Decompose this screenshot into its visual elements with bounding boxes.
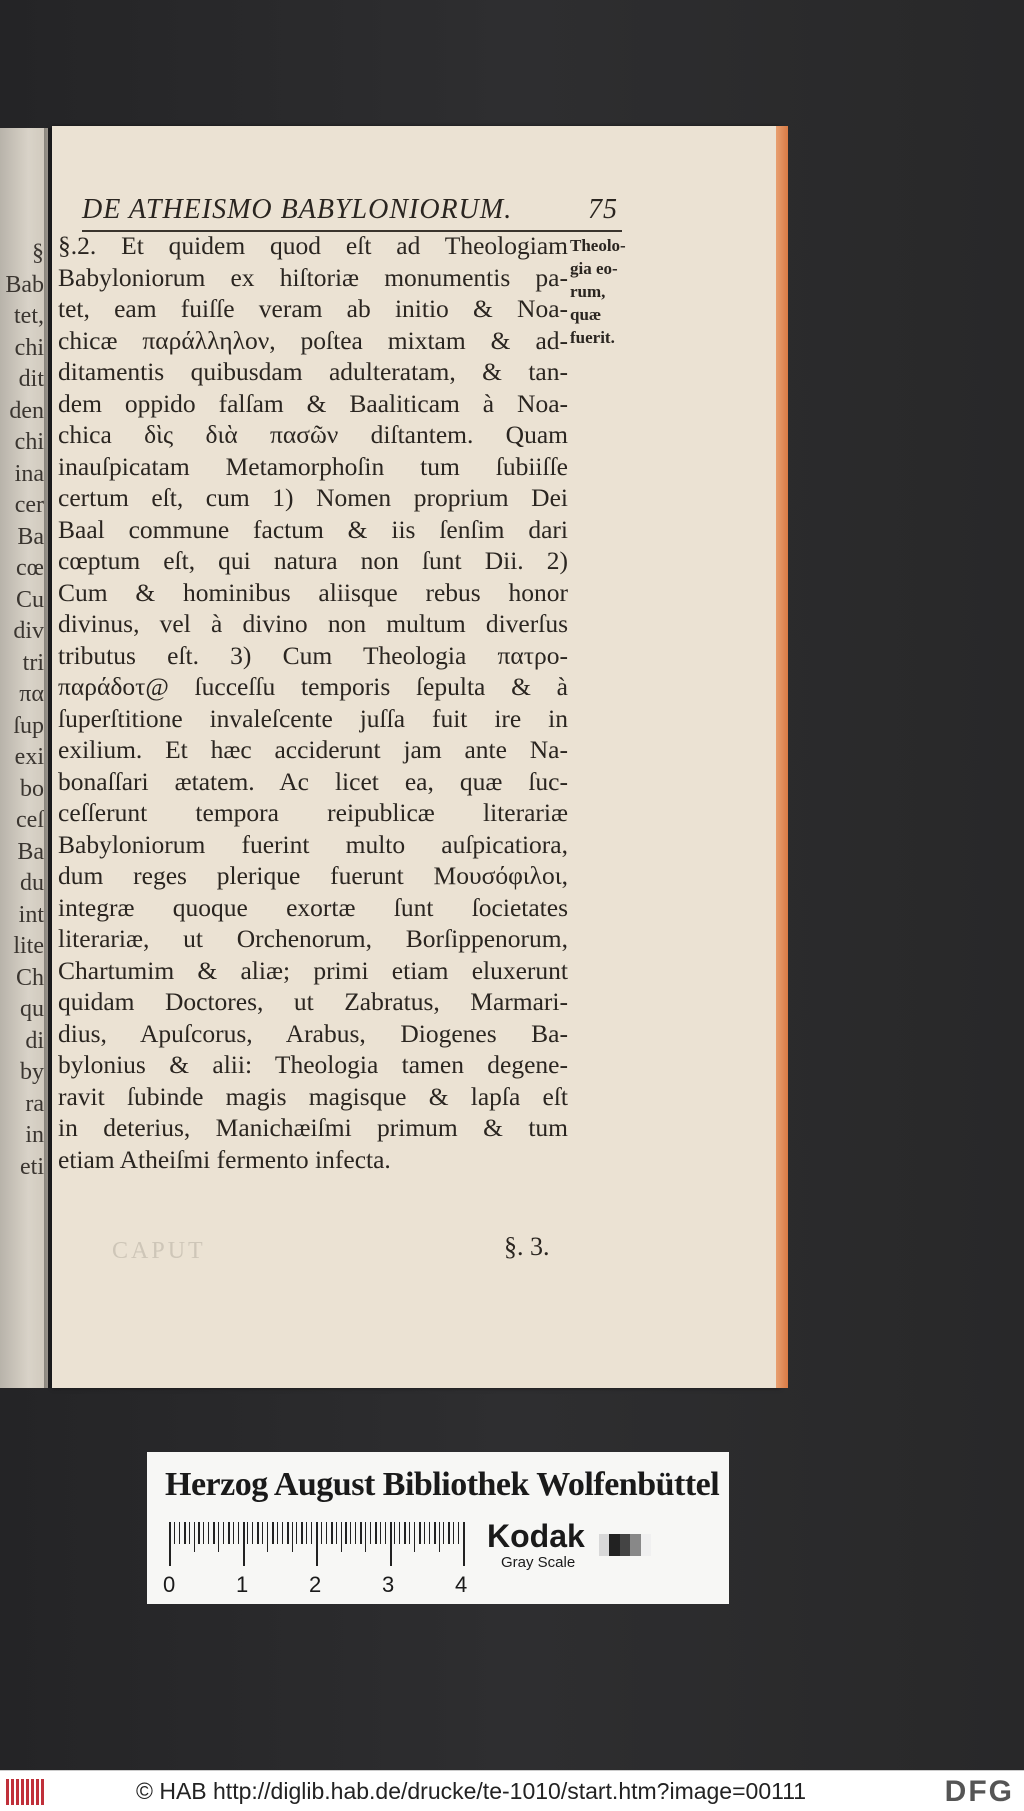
ruler-tick [345,1522,347,1544]
ruler-tick [203,1522,204,1544]
ruler-tick [252,1522,253,1544]
dfg-logo: DFG [944,1775,1014,1808]
facing-page-fragment: tet, [14,303,44,329]
ruler-label: 3 [382,1572,395,1597]
gray-patch [599,1534,609,1556]
barcode-icon [6,1779,46,1805]
text-line: Cum & hominibus aliisque rebus honor [58,577,568,607]
text-line: etiam Atheiſmi fermento infecta. [58,1144,391,1174]
facing-page-fragment: cer [14,492,44,518]
book-page [52,126,780,1388]
ruler-tick [385,1522,386,1544]
ruler-tick [321,1522,322,1544]
text-line: dem oppido falſam & Baaliticam à Noa- [58,388,568,418]
ruler-tick [228,1522,230,1544]
ruler-tick [419,1522,421,1544]
text-line: inauſpicatam Metamorphoſin tum ſubiiſſe [58,451,568,481]
ruler-tick [306,1522,307,1544]
marginal-note [570,234,640,349]
facing-page-fragment: πα [19,681,44,707]
body-text [58,230,568,1175]
facing-page-fragment: tri [22,649,44,676]
ruler-tick [257,1522,259,1544]
text-line: Babyloniorum fuerint multo auſpicatiora, [58,829,568,859]
ruler-tick [390,1522,392,1566]
text-line: cœptum eſt, qui natura non ſunt Dii. 2) [58,546,568,575]
facing-page-fragment: eti [20,1153,44,1180]
facing-page-fragment: dit [18,366,44,392]
ruler-tick [174,1522,175,1544]
ruler-tick [336,1522,337,1544]
marginal-line: rum, quæ [570,282,606,324]
ruler-tick [360,1522,362,1544]
ruler-tick [194,1522,195,1552]
ruler-tick [247,1522,248,1544]
ruler-tick [394,1522,395,1544]
ruler-tick [287,1522,289,1544]
facing-page-fragment: cœ [16,555,44,581]
ruler-tick [341,1522,342,1552]
facing-page-fragment: du [20,870,44,896]
copyright-url[interactable]: © HAB http://diglib.hab.de/drucke/te-1010/start.htm?image=00111 [136,1778,807,1804]
text-line: chica δὶς διὰ πασῶν diſtantem. Quam [58,420,568,449]
ruler-tick [311,1522,312,1544]
text-line: tributus eſt. 3) Cum Theologia πατρο- [58,640,568,670]
facing-page-fragment: bo [20,775,44,802]
facing-page-fragment: Ba [17,838,44,865]
facing-page-fragment: ra [25,1090,44,1117]
ruler-tick [370,1522,371,1544]
ruler-tick [331,1522,333,1544]
ruler-tick [316,1522,318,1566]
gray-patch [630,1534,640,1556]
facing-page-fragment: int [18,901,44,928]
ruler-tick [439,1522,440,1552]
text-line: tet, eam fuiſſe veram ab initio & Noa- [58,294,568,323]
text-line: Baal commune factum & iis ſenſim dari [58,514,568,544]
text-line: literariæ, ut Orchenorum, Borſippenorum, [58,924,568,953]
ruler-tick [399,1522,400,1544]
barcode-bar [31,1779,34,1805]
text-line: bylonius & alii: Theologia tamen degene- [58,1050,568,1079]
text-line: §.2. Et quidem quod eſt ad Theologiam [58,231,568,260]
page-edge-color [776,126,788,1388]
ruler-tick [424,1522,425,1544]
text-line: Babyloniorum ex hiſtoriæ monumentis pa- [58,262,568,292]
ruler-tick [301,1522,303,1544]
gray-patch [641,1534,651,1556]
facing-page-fragment: qu [20,996,44,1022]
color-calibration-card [147,1452,729,1604]
ruler-tick [277,1522,278,1544]
ruler-label: 0 [163,1572,176,1597]
ruler-tick [434,1522,436,1544]
facing-page-edge [0,128,48,1388]
barcode-bar [36,1779,39,1805]
ruler-tick [414,1522,415,1552]
catchword: §. 3. [504,1232,550,1261]
ruler-tick [184,1522,186,1544]
ruler-tick [453,1522,454,1544]
facing-page-fragment: di [25,1027,44,1054]
ruler [169,1522,469,1568]
ruler-tick [218,1522,219,1552]
ruler-tick [233,1522,234,1544]
kodak-logo: Kodak [487,1518,585,1554]
facing-page-fragment: den [9,397,44,424]
text-line: dius, Apuſcorus, Arabus, Diogenes Ba- [58,1018,568,1048]
footer-bar [0,1770,1024,1811]
text-line: exilium. Et hæc acciderunt jam ante Na- [58,735,568,764]
text-line: chicæ παράλληλον, poſtea mixtam & ad- [58,325,568,355]
ruler-tick [282,1522,283,1544]
barcode-bar [16,1779,19,1805]
text-line: ditamentis quibusdam adulteratam, & tan- [58,357,568,386]
ruler-tick [350,1522,351,1544]
ruler-label: 4 [455,1572,468,1597]
barcode-bar [41,1779,44,1805]
ruler-label: 2 [309,1572,322,1597]
facing-page-fragment: ina [14,460,44,487]
ruler-tick [458,1522,459,1544]
ruler-tick [355,1522,356,1544]
ruler-tick [243,1522,245,1566]
ruler-tick [169,1522,171,1566]
ruler-tick [463,1522,465,1566]
text-line: certum eſt, cum 1) Nomen proprium Dei [58,483,568,512]
barcode-bar [11,1779,14,1805]
facing-page-fragment: div [13,618,44,644]
text-line: quidam Doctores, ut Zabratus, Marmari- [58,987,568,1016]
ruler-tick [448,1522,450,1544]
ruler-tick [223,1522,224,1544]
facing-page-fragment: Ch [15,964,44,991]
ruler-tick [380,1522,381,1544]
ruler-tick [267,1522,268,1552]
text-line: ſuperſtitione invaleſcente juſſa fuit ire in [58,703,568,733]
text-line: in deterius, Manichæiſmi primum & tum [58,1113,568,1142]
facing-page-fragment: Cu [15,586,44,613]
running-head [82,194,622,232]
facing-page-fragment: Bab [5,271,44,298]
facing-page-fragment: chi [14,334,44,361]
ruler-tick [198,1522,200,1544]
facing-page-fragment: ceſ [16,807,44,833]
ruler-tick [375,1522,377,1544]
ruler-tick [262,1522,263,1544]
facing-page-fragment: exi [14,744,44,770]
marginal-line: Theolo- [570,236,626,255]
text-line: ceſſerunt tempora reipublicæ literariæ [58,798,568,827]
gray-scale-patches [599,1534,651,1556]
gray-patch [609,1534,619,1556]
ruler-tick [326,1522,327,1544]
marginal-line: gia eo- [570,259,618,278]
ruler-tick [429,1522,430,1544]
ruler-tick [296,1522,297,1544]
barcode-bar [21,1779,24,1805]
library-name: Herzog August Bibliothek Wolfenbüttel [165,1466,720,1503]
show-through-text: CAPUT [112,1238,206,1264]
ruler-label: 1 [236,1572,249,1597]
page-number: 75 [588,194,618,225]
facing-page-fragment: § [32,240,44,266]
ruler-tick [409,1522,410,1544]
ruler-tick [272,1522,274,1544]
ruler-tick [208,1522,209,1544]
barcode-bar [6,1779,9,1805]
facing-page-fragment: lite [13,933,44,959]
gray-patch [620,1534,630,1556]
ruler-tick [365,1522,366,1552]
ruler-tick [213,1522,215,1544]
facing-page-fragment: in [25,1122,44,1148]
facing-page-fragment: by [20,1059,44,1085]
facing-page-fragment: ſup [13,712,44,739]
ruler-tick [404,1522,406,1544]
barcode-bar [26,1779,29,1805]
text-line: Chartumim & aliæ; primi etiam eluxerunt [58,955,568,985]
marginal-line: fuerit. [570,328,615,347]
facing-page-fragment: chi [14,429,44,455]
ruler-tick [443,1522,444,1544]
ruler-tick [189,1522,190,1544]
gray-scale-label: Gray Scale [501,1554,576,1571]
running-head-title: DE ATHEISMO BABYLONIORUM. [82,194,513,225]
ruler-tick [292,1522,293,1552]
ruler-tick [238,1522,239,1544]
text-line: παράδοτ@ ſucceſſu temporis ſepulta & à [58,672,568,701]
ruler-tick [179,1522,180,1544]
facing-page-fragment: Ba [17,523,44,550]
text-line: ravit ſubinde magis magisque & lapſa eſt [58,1081,568,1111]
text-line: divinus, vel à divino non multum diverſus [58,609,568,638]
text-line: integræ quoque exortæ ſunt ſocietates [58,892,568,922]
text-line: bonaſſari ætatem. Ac licet ea, quæ ſuc- [58,766,568,796]
text-line: dum reges plerique fuerunt Μουσόφιλοι, [58,861,568,890]
